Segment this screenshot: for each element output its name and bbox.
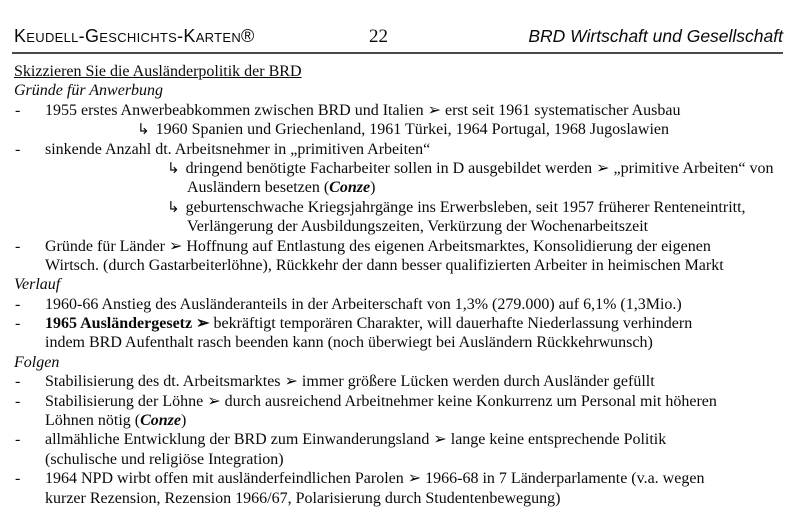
bullet-continuation-line [0,333,790,352]
line-text-segment: Ausländern besetzen ( [187,179,330,197]
sub-arrow-icon: ↳ [167,197,180,216]
page-header [12,0,783,54]
page-number: 22 [369,26,388,47]
bullet-dash: - [15,392,21,410]
line-text-segment: kurzer Rezension, Rezension 1966/67, Polarisierung durch Studentenbewegung) [45,489,561,507]
line-text-segment: Stabilisierung der Löhne ➢ durch ausreichend Arbeitnehmer keine Konkurrenz um Personal mit höheren [45,392,717,410]
bullet-dash: - [15,101,21,119]
section-heading-verlauf [0,275,790,294]
line-text-segment: 1960-66 Anstieg des Ausländeranteils in der Arbeiterschaft von 1,3% (279.000) auf 6,1% (1,3Mio.) [45,295,682,313]
sub-arrow-icon: ↳ [137,120,150,139]
bullet-continuation-line [0,411,790,430]
bullet-line [0,469,790,488]
bullet-line [0,237,790,256]
bullet-dash: - [15,431,21,449]
line-text-segment: Stabilisierung des dt. Arbeitsmarktes ➢ immer größere Lücken werden durch Ausländer gefüllt [45,373,655,391]
bullet-continuation-line [0,489,790,508]
line-text-segment: sinkende Anzahl dt. Arbeitsnehmer in „primitiven Arbeiten“ [45,140,431,158]
line-text-segment: Conze [140,412,181,430]
sub-item-line [0,198,790,217]
bullet-line [0,295,790,314]
bullet-line [0,392,790,411]
line-text-segment: Verlängerung der Ausbildungszeiten, Verkürzung der Wochenarbeitszeit [187,218,649,236]
line-text-segment: Gründe für Anwerbung [14,82,164,100]
section-heading-folgen [0,353,790,372]
line-text-segment: 1964 NPD wirbt offen mit ausländerfeindlichen Parolen ➢ 1966-68 in 7 Länderparlamente (v.a. wegen [45,470,705,488]
bullet-line [0,314,790,333]
line-text-segment: ) [181,412,187,430]
line-text-segment: dringend benötigte Facharbeiter sollen in D ausgebildet werden ➢ „primitive Arbeiten“ von [185,159,774,177]
subject-title: BRD Wirtschaft und Gesellschaft [528,26,783,46]
section-heading-gruende [0,81,790,100]
sub-item-line [0,159,790,178]
line-text-segment: Folgen [14,353,60,371]
bullet-dash: - [15,237,21,255]
line-text-segment: allmähliche Entwicklung der BRD zum Einwanderungsland ➢ lange keine entsprechende Politik [45,431,667,449]
bullet-dash: - [15,373,21,391]
bullet-dash: - [15,470,21,488]
bullet-line [0,372,790,391]
sub-item-line [0,120,790,139]
line-text-segment: Verlauf [14,276,61,294]
line-text-segment: Wirtsch. (durch Gastarbeiterlöhne), Rückkehr der dann besser qualifizierten Arbeiter in heimischen Markt [45,256,724,274]
sub-item-continuation-line [0,217,790,236]
bullet-line [0,101,790,120]
bullet-continuation-line [0,450,790,469]
page-topic-title [0,62,790,81]
line-text-segment: 1965 Ausländergesetz ➢ [45,315,210,333]
line-text-segment: 1955 erstes Anwerbeabkommen zwischen BRD und Italien ➢ erst seit 1961 systematischer Ausbau [45,101,681,119]
sub-arrow-icon: ↳ [167,158,180,177]
sub-item-continuation-line [0,178,790,197]
document-body [0,54,790,508]
bullet-line [0,140,790,159]
line-text-segment: 1960 Spanien und Griechenland, 1961 Türkei, 1964 Portugal, 1968 Jugoslawien [155,121,669,139]
line-text-segment: Gründe für Länder ➢ Hoffnung auf Entlastung des eigenen Arbeitsmarktes, Konsolidierung der eigenen [45,237,711,255]
bullet-dash: - [15,295,21,313]
line-text-segment: indem BRD Aufenthalt rasch beenden kann (noch überwiegt bei Ausländern Rückkehrwunsch) [45,334,653,352]
line-text-segment: Skizzieren Sie die Ausländerpolitik der BRD [14,63,302,80]
brand-title: Keudell-Geschichts-Karten® [14,26,255,46]
bullet-dash: - [15,140,21,158]
line-text-segment: ) [370,179,376,197]
line-text-segment: Löhnen nötig ( [45,412,141,430]
bullet-line [0,430,790,449]
bullet-dash: - [15,315,21,333]
line-text-segment: bekräftigt temporären Charakter, will dauerhafte Niederlassung verhindern [209,315,693,333]
line-text-segment: Conze [329,179,371,197]
line-text-segment: (schulische und religiöse Integration) [45,450,284,468]
bullet-continuation-line [0,256,790,275]
line-text-segment: geburtenschwache Kriegsjahrgänge ins Erwerbsleben, seit 1957 früherer Renteneintritt, [185,198,746,216]
